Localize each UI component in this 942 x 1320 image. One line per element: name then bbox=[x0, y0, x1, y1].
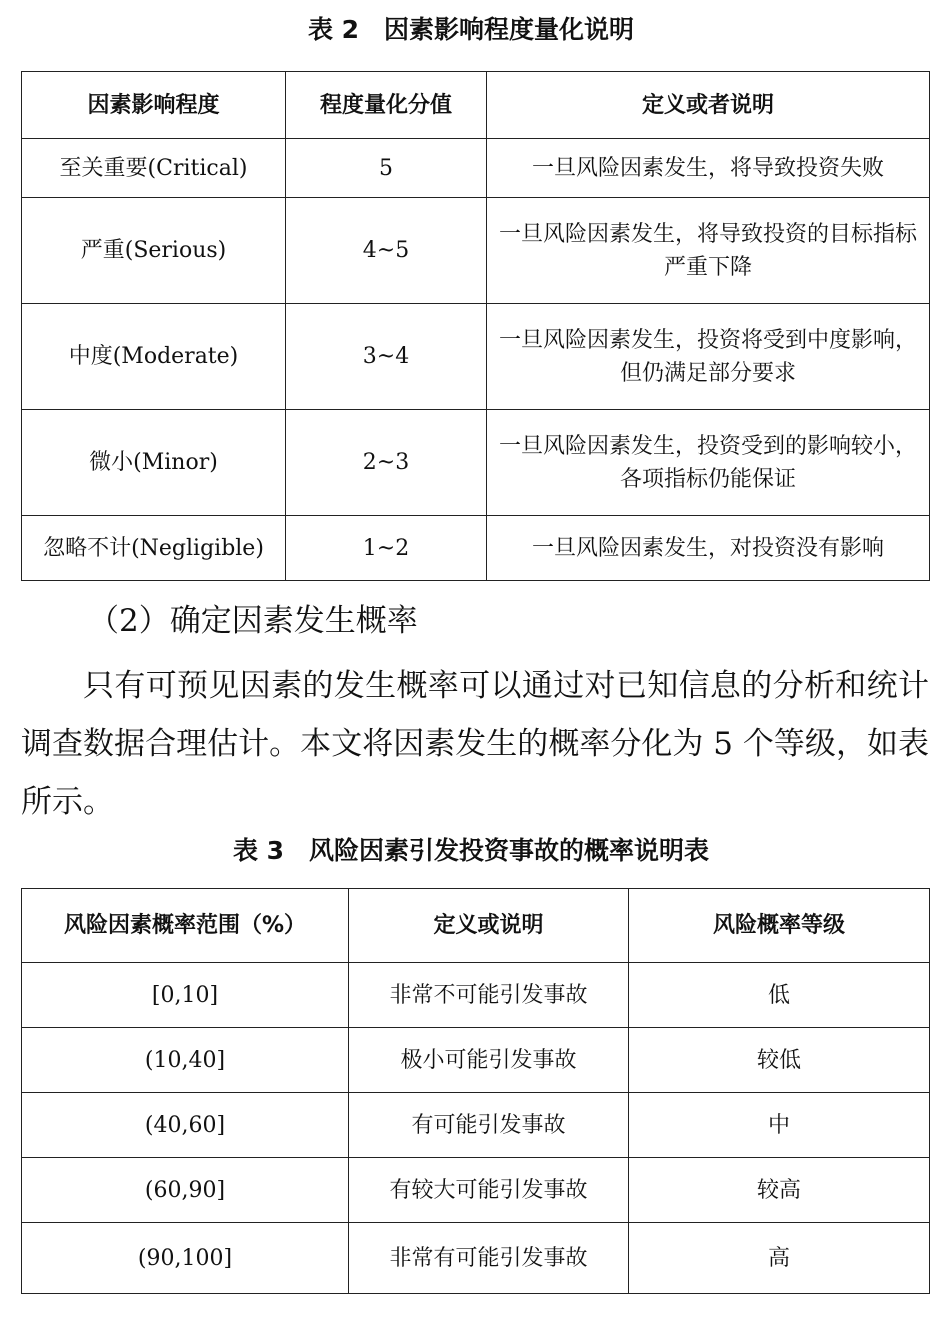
table-header-row bbox=[22, 72, 930, 139]
definition-cell: 一旦风险因素发生，将导致投资失败 bbox=[487, 139, 930, 198]
table-row bbox=[22, 1223, 930, 1294]
header-probability-range: 风险因素概率范围（%） bbox=[22, 889, 349, 963]
grade-cell: 高 bbox=[629, 1223, 930, 1294]
score-cell: 3~4 bbox=[286, 304, 487, 410]
table-header-row bbox=[22, 889, 930, 963]
table-row bbox=[22, 198, 930, 304]
score-cell: 4~5 bbox=[286, 198, 487, 304]
grade-cell: 低 bbox=[629, 963, 930, 1028]
impact-level-cell: 严重(Serious) bbox=[22, 198, 286, 304]
definition-cell: 一旦风险因素发生，投资受到的影响较小，各项指标仍能保证 bbox=[487, 410, 930, 516]
range-cell: (40,60] bbox=[22, 1093, 349, 1158]
impact-level-cell: 中度(Moderate) bbox=[22, 304, 286, 410]
definition-cell: 极小可能引发事故 bbox=[349, 1028, 629, 1093]
header-definition: 定义或说明 bbox=[349, 889, 629, 963]
grade-cell: 中 bbox=[629, 1093, 930, 1158]
table-row bbox=[22, 516, 930, 581]
header-impact-level: 因素影响程度 bbox=[22, 72, 286, 139]
score-cell: 1~2 bbox=[286, 516, 487, 581]
table-row bbox=[22, 1158, 930, 1223]
header-score: 程度量化分值 bbox=[286, 72, 487, 139]
header-definition: 定义或者说明 bbox=[487, 72, 930, 139]
definition-cell: 一旦风险因素发生，投资将受到中度影响，但仍满足部分要求 bbox=[487, 304, 930, 410]
impact-table bbox=[21, 71, 930, 581]
definition-cell: 非常有可能引发事故 bbox=[349, 1223, 629, 1294]
range-cell: (90,100] bbox=[22, 1223, 349, 1294]
table-row bbox=[22, 304, 930, 410]
definition-cell: 一旦风险因素发生，对投资没有影响 bbox=[487, 516, 930, 581]
range-cell: [0,10] bbox=[22, 963, 349, 1028]
score-cell: 5 bbox=[286, 139, 487, 198]
probability-table bbox=[21, 888, 930, 1294]
header-probability-grade: 风险概率等级 bbox=[629, 889, 930, 963]
body-paragraph: 只有可预见因素的发生概率可以通过对已知信息的分析和统计调查数据合理估计。本文将因素发生的概率分化为 5 个等级，如表所示。 bbox=[21, 668, 929, 820]
grade-cell: 较低 bbox=[629, 1028, 930, 1093]
impact-level-cell: 微小(Minor) bbox=[22, 410, 286, 516]
definition-cell: 有较大可能引发事故 bbox=[349, 1158, 629, 1223]
range-cell: (60,90] bbox=[22, 1158, 349, 1223]
definition-cell: 有可能引发事故 bbox=[349, 1093, 629, 1158]
impact-level-cell: 至关重要(Critical) bbox=[22, 139, 286, 198]
table-row bbox=[22, 139, 930, 198]
section-heading: （2）确定因素发生概率 bbox=[88, 603, 418, 639]
range-cell: (10,40] bbox=[22, 1028, 349, 1093]
grade-cell: 较高 bbox=[629, 1158, 930, 1223]
table2-caption: 表 2 因素影响程度量化说明 bbox=[307, 15, 635, 44]
table-row bbox=[22, 410, 930, 516]
definition-cell: 一旦风险因素发生，将导致投资的目标指标严重下降 bbox=[487, 198, 930, 304]
table-row bbox=[22, 1093, 930, 1158]
score-cell: 2~3 bbox=[286, 410, 487, 516]
impact-level-cell: 忽略不计(Negligible) bbox=[22, 516, 286, 581]
definition-cell: 非常不可能引发事故 bbox=[349, 963, 629, 1028]
table-row bbox=[22, 963, 930, 1028]
table3-caption: 表 3 风险因素引发投资事故的概率说明表 bbox=[232, 836, 710, 865]
table-row bbox=[22, 1028, 930, 1093]
